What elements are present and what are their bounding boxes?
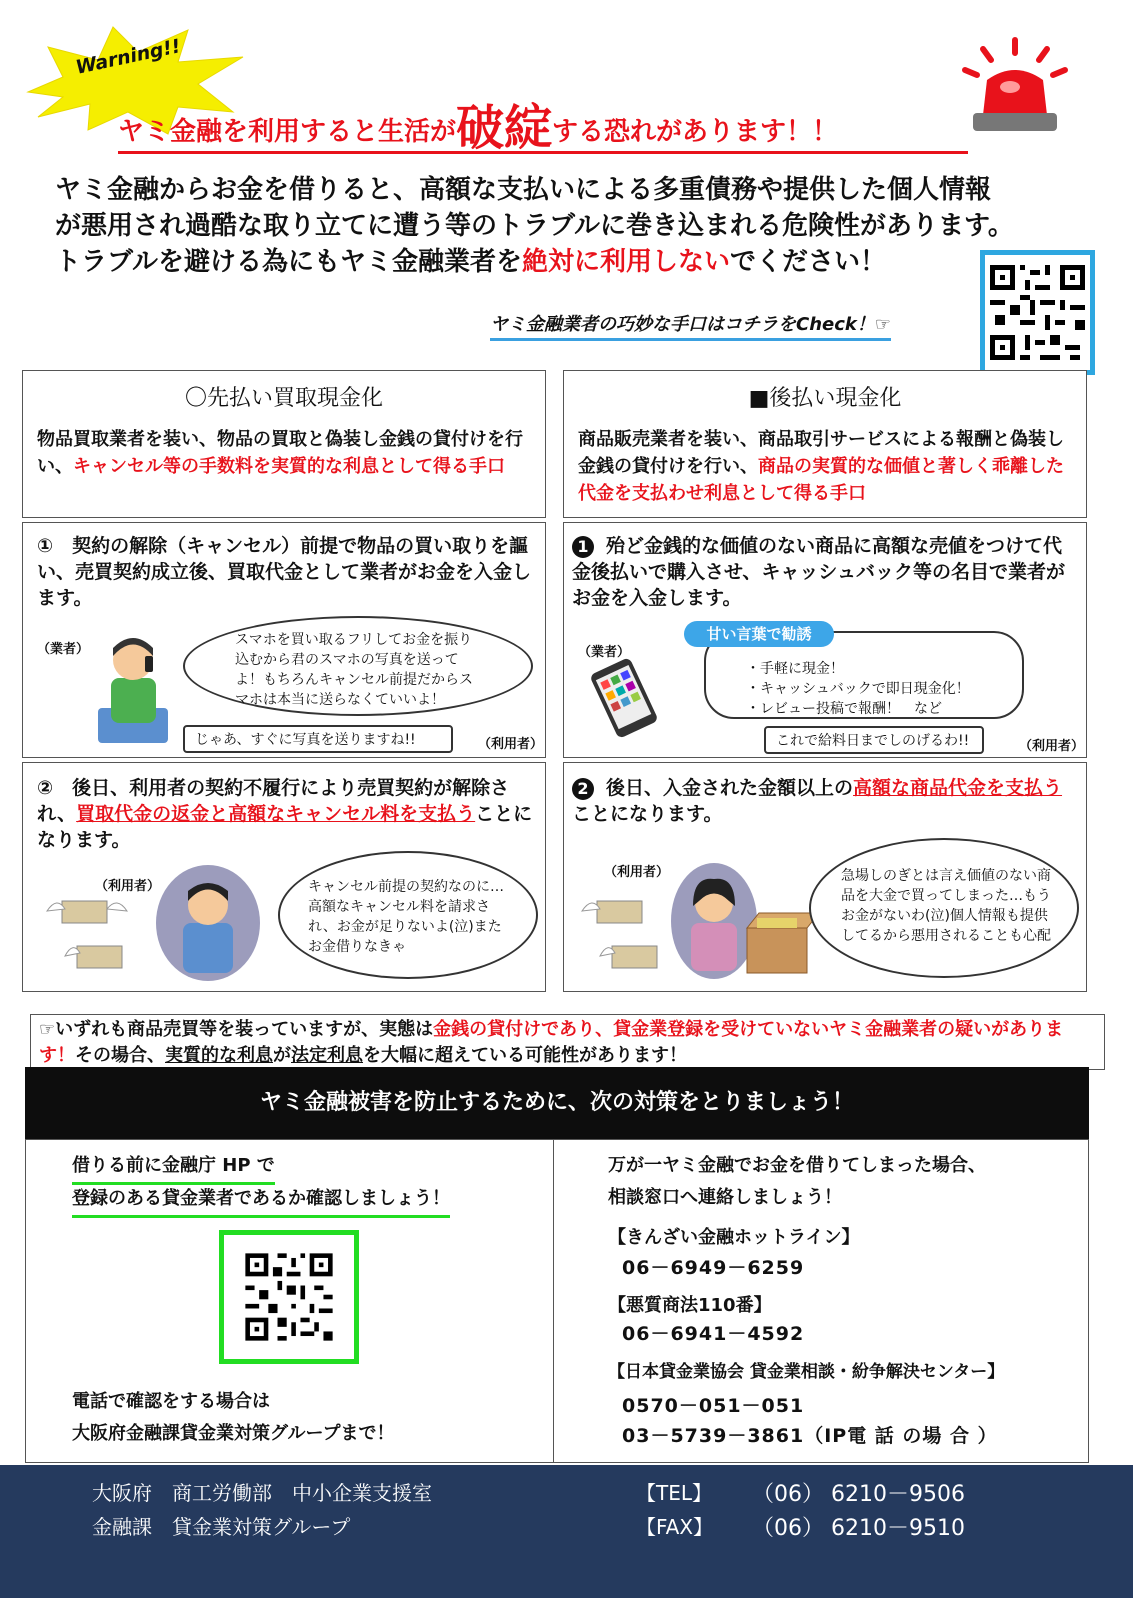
step-text-part: ② 後日、利用者の契約不履行により売買契約が解除され、 — [37, 777, 510, 825]
qr-code-top[interactable] — [980, 250, 1095, 375]
sweet-talk-badge: 甘い言葉で勧誘 — [684, 621, 834, 647]
contact-name: 【悪質商法110番】 — [608, 1295, 772, 1316]
footer — [0, 1465, 1133, 1598]
man-phone-icon — [93, 628, 173, 748]
contact-phone[interactable]: 03－5739－3861（IP電 話 の場 合 ） — [622, 1425, 998, 1447]
speaker-tag: （利用者） — [1019, 739, 1085, 754]
intro-text-part: でください！ — [729, 247, 886, 277]
footer-dept: 金融課 貸金業対策グループ — [92, 1515, 351, 1539]
contact-phone[interactable]: 06－6941－4592 — [622, 1323, 805, 1345]
step-emphasis: 高額な商品代金を支払う — [853, 777, 1063, 799]
speaker-tag: （利用者） — [95, 879, 161, 894]
footer-fax-label: 【FAX】 — [636, 1515, 714, 1539]
step-text-part: ことになります。 — [37, 803, 533, 851]
note-underline: 法定利息 — [291, 1045, 363, 1066]
headline-emphasis: 破綻 — [456, 100, 553, 156]
step-emphasis: 買取代金の返金と高額なキャンセル料を支払う — [76, 803, 476, 825]
sad-man-icon — [153, 863, 263, 983]
speaker-tag: （利用者） — [478, 737, 544, 752]
solicitation-item: ・キャッシュバックで即日現金化！ — [746, 681, 970, 697]
step-number-badge: 1 — [572, 536, 594, 558]
smartphone-icon — [584, 658, 664, 738]
right-step2-panel — [563, 762, 1087, 992]
intro-line: が悪用され過酷な取り立てに遭う等のトラブルに巻き込まれる危険性があります。 — [55, 211, 1014, 241]
qr-code-bottom[interactable] — [219, 1230, 359, 1364]
contact-phone[interactable]: 0570－051－051 — [622, 1395, 805, 1417]
speaker-tag: （利用者） — [604, 865, 670, 880]
right-step1-panel — [563, 522, 1087, 758]
note-part: ☞いずれも商品売買等を装っていますが、実態は — [39, 1019, 434, 1040]
user-thought-bubble: 急場しのぎとは言え価値のない商品を大金で買ってしまった…もうお金がないわ(泣)個人情報も提供してるから悪用されることも心配 — [809, 838, 1079, 978]
flying-money-icon — [37, 881, 137, 981]
check-link[interactable]: ヤミ金融業者の巧妙な手口はコチラをCheck！☞ — [490, 310, 891, 341]
note-part: その場合、 — [75, 1045, 165, 1066]
description-part: 物品買取業者を装い、物品の買取と偽装し金銭の貸付けを行い、 — [37, 429, 523, 477]
headline-part: する恐れがあります！！ — [552, 117, 839, 147]
note-part: を大幅に超えている可能性があります！ — [363, 1045, 687, 1066]
step-text-part: ことになります。 — [572, 803, 723, 825]
headline-part: ヤミ金融を利用すると生活が — [118, 117, 457, 147]
footer-tel[interactable]: （06） 6210－9506 — [752, 1482, 965, 1507]
contact-name: 【日本貸金業協会 貸金業相談・紛争解決センター】 — [608, 1362, 1005, 1382]
footer-fax: （06） 6210－9510 — [752, 1516, 965, 1541]
warning-label: Warning!! — [73, 35, 183, 79]
flying-money-icon — [572, 881, 672, 981]
left-panel-description — [23, 412, 545, 480]
page-headline — [118, 100, 968, 156]
left-step2-panel — [22, 762, 546, 992]
phone-check-line1: 電話で確認をする場合は — [72, 1391, 270, 1412]
intro-line: ヤミ金融からお金を借りると、高額な支払いによる多重債務や提供した個人情報 — [55, 175, 992, 205]
user-reply-box: これで給料日までしのげるわ!! — [764, 726, 984, 754]
left-step2-text — [23, 763, 545, 853]
user-thought-bubble: キャンセル前提の契約なのに…高額なキャンセル料を請求され、お金が足りないよ(泣)またお金借りなきゃ — [278, 851, 538, 979]
note-emphasis: 金銭の貸付けであり、貸金業登録を受けていないヤミ金融業者の疑いがあります！ — [39, 1019, 1064, 1066]
right-step2-text — [564, 763, 1086, 827]
summary-note — [30, 1014, 1105, 1070]
right-panel-title: ■後払い現金化 — [748, 386, 902, 411]
consult-line2: 相談窓口へ連絡しましょう！ — [608, 1187, 842, 1208]
step-number-badge: 2 — [572, 778, 594, 800]
right-step1-text — [564, 523, 1086, 611]
left-step1-text: ① 契約の解除（キャンセル）前提で物品の買い取りを謳い、売買契約成立後、買取代金として業者がお金を入金します。 — [37, 535, 532, 609]
description-part: 商品販売業者を装い、商品取引サービスによる報酬と偽装し金銭の貸付けを行い、 — [578, 429, 1064, 477]
footer-tel-label: 【TEL】 — [636, 1481, 712, 1505]
left-method-panel — [22, 370, 546, 518]
description-emphasis: キャンセル等の手数料を実質的な利息として得る手口 — [73, 456, 505, 477]
cardboard-box-icon — [739, 903, 814, 978]
user-reply-box: じゃあ、すぐに写真を送りますね!! — [183, 725, 453, 753]
intro-text — [55, 172, 1105, 280]
dealer-speech-bubble: スマホを買い取るフリしてお金を振り込むから君のスマホの写真を送ってよ！もちろんキャンセル前提だからスマホは本当に送らなくていいよ！ — [183, 616, 533, 716]
speaker-tag: （業者） — [578, 645, 631, 660]
step-text-part: 後日、入金された金額以上の — [606, 777, 854, 799]
right-method-panel — [563, 370, 1087, 518]
description-emphasis: 商品の実質的な価値と著しく乖離した代金を支払わせ利息として得る手口 — [578, 456, 1064, 504]
intro-line — [55, 244, 1105, 280]
contact-name: 【きんざい金融ホットライン】 — [608, 1227, 860, 1248]
left-panel-title: 〇先払い買取現金化 — [184, 386, 383, 411]
step-text: 殆ど金銭的な価値のない商品に高額な売値をつけて代金後払いで購入させ、キャッシュバック等の名目で業者がお金を入金します。 — [572, 535, 1066, 609]
right-panel-description — [564, 412, 1086, 507]
siren-icon — [955, 35, 1075, 135]
fsa-check-line2: 登録のある貸金業者であるか確認しましょう！ — [72, 1183, 450, 1218]
footer-org: 大阪府 商工労働部 中小企業支援室 — [92, 1481, 432, 1505]
qr-code-icon — [985, 255, 1090, 370]
consult-line1: 万が一ヤミ金融でお金を借りてしまった場合、 — [608, 1155, 986, 1176]
speaker-tag: （業者） — [37, 642, 90, 657]
fsa-check-line1: 借りる前に金融庁 HP で — [72, 1150, 275, 1185]
countermeasure-banner: ヤミ金融被害を防止するために、次の対策をとりましょう！ — [25, 1067, 1089, 1139]
intro-text-part: トラブルを避ける為にもヤミ金融業者を — [55, 247, 522, 277]
note-underline: 実質的な利息 — [165, 1045, 273, 1066]
column-divider — [553, 1139, 554, 1463]
solicitation-item: ・手軽に現金！ — [746, 661, 844, 677]
qr-code-icon — [224, 1235, 354, 1359]
phone-check-line2: 大阪府金融課貸金業対策グループまで！ — [72, 1423, 395, 1444]
solicitation-item: ・レビュー投稿で報酬！ など — [746, 701, 942, 717]
intro-emphasis: 絶対に利用しない — [521, 247, 730, 277]
contact-phone[interactable]: 06－6949－6259 — [622, 1257, 805, 1279]
left-step1-panel — [22, 522, 546, 758]
note-part: が — [273, 1045, 291, 1066]
